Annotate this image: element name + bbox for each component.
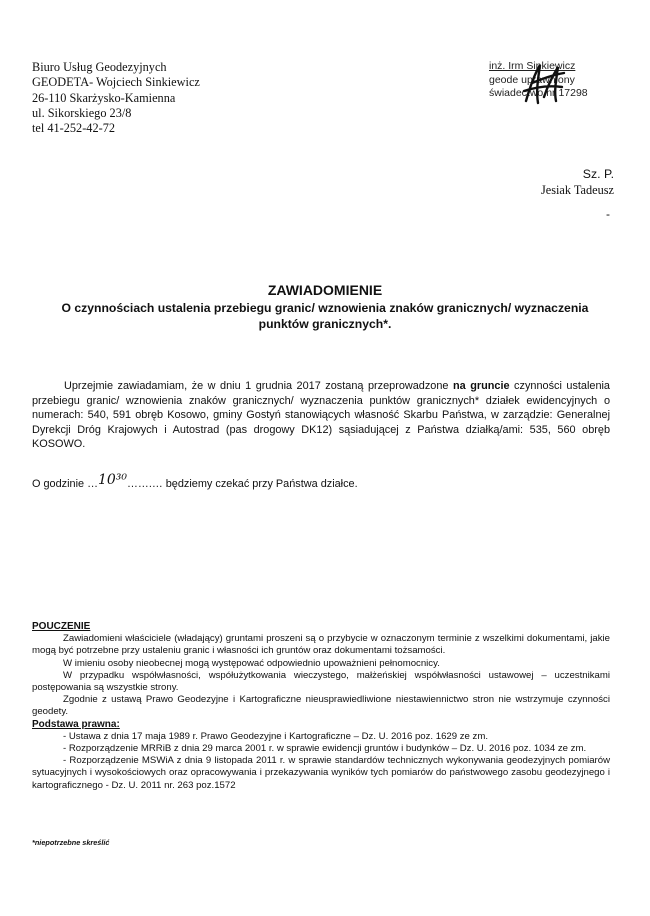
stray-dash: - — [606, 207, 610, 221]
signature-mark — [518, 57, 570, 109]
time-prefix: O godzinie … — [32, 478, 98, 490]
sender-line: GEODETA- Wojciech Sinkiewicz — [32, 75, 200, 90]
legal-heading: Podstawa prawna: — [32, 718, 120, 730]
document-subtitle: O czynnościach ustalenia przebiegu granic/ wznowienia znaków granicznych/ wyznaczenia punktów granicznych*. — [61, 301, 589, 331]
notice-section — [32, 621, 610, 792]
paragraph-text: Uprzejmie zawiadamiam, że w dniu 1 grudnia 2017 zostaną przeprowadzone — [64, 380, 453, 392]
sender-line: Biuro Usług Geodezyjnych — [32, 60, 167, 74]
recipient-block — [541, 167, 614, 198]
legal-item: - Ustawa z dnia 17 maja 1989 r. Prawo Geodezyjne i Kartograficzne – Dz. U. 2016 poz. 1629 ze zm. — [63, 730, 489, 742]
notice-paragraph: Zgodnie z ustawą Prawo Geodezyjne i Kartograficzne nieusprawiedliwione niestawiennictwo stron nie wstrzymuje czynności geodety. — [32, 694, 610, 718]
handwritten-time: 10³⁰ — [97, 472, 128, 488]
recipient-name: Jesiak Tadeusz — [540, 182, 614, 197]
sender-line: 26-110 Skarżysko-Kamienna — [32, 90, 176, 105]
notice-paragraph: Zawiadomieni właściciele (władający) gruntami proszeni są o przybycie w oznaczonym terminie z wszelkimi dokumentami, jakie mogą być potrzebne przy ustaleniu granic i własności ich gruntów oraz dokumentami tożsamości. — [32, 633, 610, 657]
recipient-salutation: Sz. P. — [582, 167, 614, 181]
paragraph-text: czynności ustalenia przebiegu granic/ wznowienia znaków granicznych/ wyznaczenia punktów granicznych* działek ewidencyjnych o numerach: 540, 591 obręb Kosowo, gminy Gostyń stanowiących własność Skarbu Państwa, w zarządzie: Generalnej Dyrekcji Dróg Krajowych i Autostrad (pas drogowy DK12) sąsiadującej z Państwa działką/ami: 535, 560 obręb KOSOWO. — [32, 380, 610, 450]
sender-line: ul. Sikorskiego 23/8 — [32, 105, 132, 120]
stamp-line: inż. Irm Sinkiewicz — [489, 60, 576, 72]
notice-paragraph: W przypadku współwłasności, współużytkowania wieczystego, małżeńskiej współwłasności ustawowej – uczestnikami postępowania są wszystkie strony. — [32, 669, 610, 694]
meeting-time-line — [32, 472, 358, 491]
sender-line: tel 41-252-42-72 — [32, 121, 115, 136]
notice-heading: POUCZENIE — [32, 621, 91, 632]
stamp-line: geode uprawniony — [489, 73, 575, 86]
notification-paragraph — [32, 379, 610, 452]
legal-item: - Rozporządzenie MSWiA z dnia 9 listopada 2011 r. w sprawie standardów technicznych wykonywania geodezyjnych pomiarów sytuacyjnych i wysokościowych oraz opracowywania i przekazywania wyników tych pomiarów do państwowego zasobu geodezyjnego i kartograficznego - Dz. U. 2011 nr. 263 poz.1572 — [32, 755, 610, 791]
time-suffix: …….… będziemy czekać przy Państwa działce. — [127, 478, 358, 490]
notice-paragraph: W imieniu osoby nieobecnej mogą występować odpowiednio upoważnieni pełnomocnicy. — [63, 657, 440, 669]
footnote: *niepotrzebne skreślić — [32, 838, 110, 847]
document-title: ZAWIADOMIENIE — [267, 282, 383, 298]
legal-item: - Rozporządzenie MRRiB z dnia 29 marca 2001 r. w sprawie ewidencji gruntów i budynków – Dz. U. 2016 poz. 1034 ze zm. — [63, 743, 587, 755]
paragraph-emphasis: na gruncie — [452, 380, 510, 392]
stamp-line: świadectwo nr 17298 — [489, 87, 588, 99]
sender-address — [32, 60, 200, 136]
